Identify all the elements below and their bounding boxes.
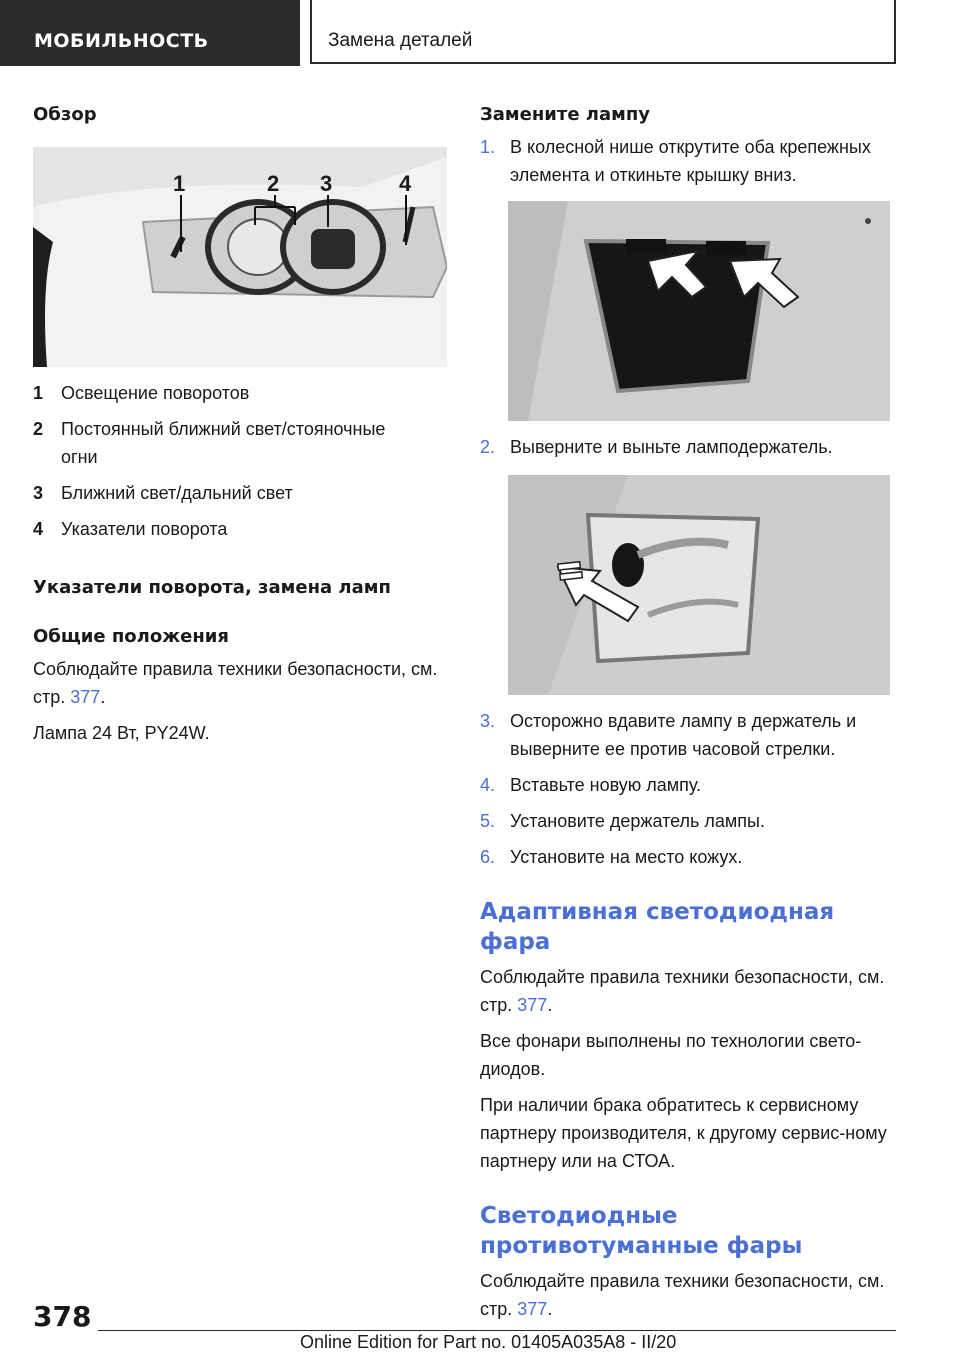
wheel-arch-illustration: [508, 201, 890, 421]
lamp-holder-illustration: [508, 475, 890, 695]
legend-number: 2: [33, 419, 44, 439]
legend-item: [33, 415, 447, 471]
step-number: 4.: [480, 775, 496, 795]
headlight-figure: [33, 147, 447, 367]
legend-text: Ближний свет/дальний свет: [61, 483, 293, 503]
step-text: Осторожно вдавите лампу в держатель и выверните ее против часовой стрелки.: [510, 711, 857, 759]
footer-edition: Online Edition for Part no. 01405A035A8 - II/20: [300, 1332, 677, 1352]
legend-item: [33, 479, 447, 507]
header-section-tab[interactable]: МОБИЛЬНОСТЬ: [0, 0, 300, 66]
left-column: [33, 104, 447, 747]
callout-2: 2: [267, 171, 280, 196]
step-text: Установите держатель лампы.: [510, 811, 765, 831]
callout-4: 4: [399, 171, 412, 196]
page-number: 378: [33, 1300, 92, 1333]
fog-safety-page-link[interactable]: 377: [517, 1299, 548, 1319]
step-text: Выверните и выньте ламподержатель.: [510, 437, 833, 457]
adaptive-paragraph-2: При наличии брака обратитесь к сервисному партнеру производителя, к другому сервис-ному партнеру или на СТОА.: [480, 1095, 887, 1171]
step-item: [480, 433, 898, 461]
step-item: [480, 133, 898, 189]
footer-divider: [98, 1330, 896, 1331]
step-item: [480, 807, 898, 835]
fog-lights-title: Светодиодные противотуманные фары: [480, 1203, 803, 1259]
wheel-arch-cover-figure: [508, 201, 890, 421]
step-number: 6.: [480, 847, 496, 867]
legend-number: 4: [33, 519, 44, 539]
legend-text: Указатели поворота: [61, 519, 228, 539]
safety-text: Соблюдайте правила техники безопасности, см. стр.: [33, 659, 438, 707]
callout-3: 3: [320, 171, 333, 196]
step-number: 3.: [480, 711, 496, 731]
section-title: Указатели поворота, замена ламп: [33, 577, 391, 598]
fog-safety-text: Соблюдайте правила техники безопасности, см. стр.: [480, 1271, 885, 1319]
adaptive-headlight-title: Адаптивная светодиодная фара: [480, 899, 835, 955]
step-item: [480, 771, 898, 799]
step-text: В колесной нише открутите оба крепежных элемента и откиньте крышку вниз.: [510, 137, 871, 185]
headlight-illustration: [33, 147, 447, 367]
legend-item: [33, 379, 447, 407]
step-number: 5.: [480, 811, 496, 831]
lamp-holder-figure: [508, 475, 890, 695]
step-text: Установите на место кожух.: [510, 847, 743, 867]
overview-title: Обзор: [33, 104, 97, 125]
legend-text: Освещение поворотов: [61, 383, 250, 403]
legend-text: Постоянный ближний свет/стояночные огни: [61, 419, 386, 467]
right-column: [480, 104, 898, 1323]
adaptive-safety-page-link[interactable]: 377: [517, 995, 548, 1015]
legend-list: [33, 379, 447, 543]
safety-paragraph: Соблюдайте правила техники безопасности, см. стр. 377.: [33, 659, 438, 707]
step-number: 1.: [480, 137, 496, 157]
callout-1: 1: [173, 171, 186, 196]
legend-number: 1: [33, 383, 44, 403]
step-item: [480, 707, 898, 763]
step-text: Вставьте новую лампу.: [510, 775, 702, 795]
adaptive-paragraph-1: Все фонари выполнены по технологии свето-диодов.: [480, 1031, 862, 1079]
fog-safety-paragraph: Соблюдайте правила техники безопасности, см. стр. 377.: [480, 1271, 885, 1319]
safety-page-link[interactable]: 377: [70, 687, 101, 707]
legend-number: 3: [33, 483, 44, 503]
sub-title: Общие положения: [33, 626, 229, 647]
step-item: [480, 843, 898, 871]
replace-title: Замените лампу: [480, 104, 651, 125]
adaptive-safety-paragraph: Соблюдайте правила техники безопасности, см. стр. 377.: [480, 967, 885, 1015]
legend-item: [33, 515, 447, 543]
header-chapter-title: Замена деталей: [310, 0, 896, 64]
lamp-spec: Лампа 24 Вт, PY24W.: [33, 723, 210, 743]
step-number: 2.: [480, 437, 496, 457]
adaptive-safety-text: Соблюдайте правила техники безопасности, см. стр.: [480, 967, 885, 1015]
